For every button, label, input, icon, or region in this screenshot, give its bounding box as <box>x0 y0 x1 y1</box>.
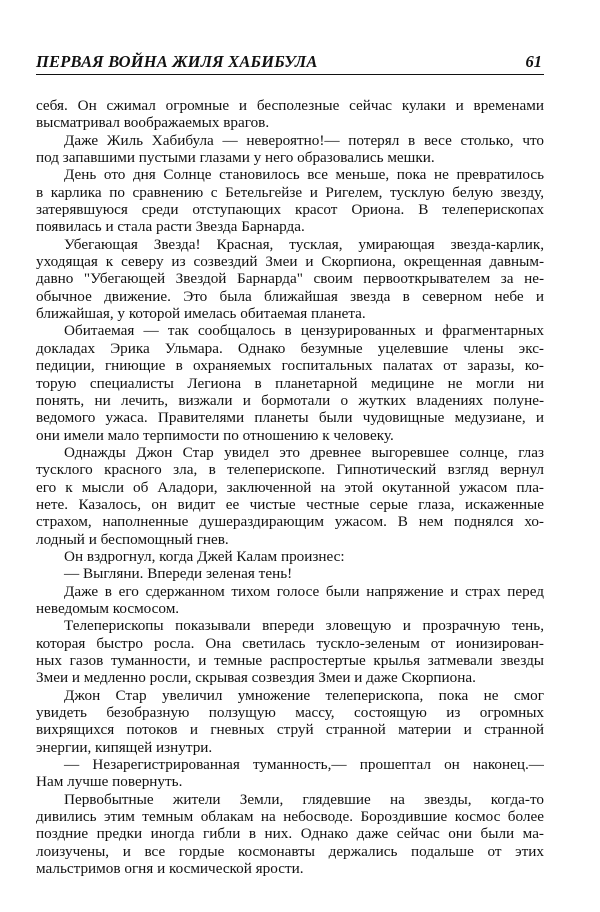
text-line: нете. Казалось, он видит ее чистые честные серые глаза, искаженные <box>36 495 544 513</box>
text-line: дивились этим темным облакам на небосводе. Бороздившие космос более <box>36 808 544 826</box>
text-line: педиции, гниющие в охраняемых госпитальных палатах от заразы, ко- <box>36 357 544 375</box>
text-line: Змеи и медленно росли, скрывая созвездия Змеи и даже Скорпиона. <box>36 669 476 687</box>
text-line: докладах Эрика Ульмара. Однако безумные уцелевшие члены экс- <box>36 339 544 357</box>
text-line: в карлика по сравнению с Бетельгейзе и Ригелем, тусклую белую звезду, <box>36 183 544 201</box>
text-line: они имели мало терпимости по отношению к человеку. <box>36 426 394 444</box>
text-line: ных газов туманности, и темные распростертые крылья затмевали звезды <box>36 652 544 669</box>
text-line: Даже в его сдержанном тихом голосе были напряжение и страх перед <box>64 582 544 600</box>
text-line: торую специалисты Легиона в планетарной медицине не могли ни <box>36 374 544 392</box>
text-line: понять, ни лечить, визжали и бормотали о жутких владениях полуне- <box>36 391 544 409</box>
text-line: затерявшуюся среди отступающих красот Ориона. В телеперископах <box>36 201 544 219</box>
text-line: ближайшая, у которой имелась обитаемая планета. <box>36 305 366 323</box>
text-line: тусклого красного зла, в телеперископе. Гипнотический взгляд вернул <box>36 461 544 479</box>
text-line: Убегающая Звезда! Красная, тусклая, умирающая звезда-карлик, <box>64 235 544 253</box>
text-line: увидеть безобразную ползущую массу, состоящую из огромных <box>36 704 544 722</box>
page-header <box>36 52 544 74</box>
text-line: мальстримов огня и космической ярости. <box>36 860 304 878</box>
text-line: появилась и стала расти Звезда Барнарда. <box>36 218 305 236</box>
text-line: — Незарегистрированная туманность,— прошептал он наконец.— <box>64 756 544 774</box>
text-line: поздние предки иногда гибли в них. Однако даже сейчас они были ма- <box>36 825 544 843</box>
text-line: ведомого ужаса. Правителями планеты были чудовищные медузиане, и <box>36 409 544 427</box>
text-line: высматривал воображаемых врагов. <box>36 114 270 132</box>
text-line: Обитаемая — так сообщалось в цензурированных и фрагментарных <box>64 322 544 340</box>
text-line: Джон Стар увеличил умножение телеперископа, пока не смог <box>64 686 544 704</box>
text-line: Однажды Джон Стар увидел это древнее выгоревшее солнце, глаз <box>64 443 544 461</box>
text-line: неведомым космосом. <box>36 599 180 617</box>
text-line: которая быстро росла. Она светилась тускло-зеленым от ионизирован- <box>36 634 544 652</box>
text-line: энергии, кипящей изнутри. <box>36 738 213 756</box>
text-line: Нам лучше повернуть. <box>36 773 183 791</box>
text-line: лоизучены, и все гордые космонавты держались подальше от этих <box>36 842 544 860</box>
page-number: 61 <box>525 52 542 71</box>
text-line: лодный и беспомощный гнев. <box>36 530 229 548</box>
text-line: страхом, наполненные душераздирающим ужасом. В нем поднялся хо- <box>36 513 544 531</box>
text-line: Первобытные жители Земли, глядевшие на звезды, когда-то <box>64 790 544 808</box>
running-title: ПЕРВАЯ ВОЙНА ЖИЛЯ ХАБИБУЛА <box>36 52 318 71</box>
body-text <box>36 97 544 877</box>
text-line: Телеперископы показывали впереди зловещую и прозрачную тень, <box>64 617 544 635</box>
header-rule <box>36 74 544 75</box>
text-line: давно "Убегающей Звездой Барнарда" своим первооткрывателем за не- <box>36 270 544 288</box>
text-line: уходящая к северу из созвездий Змеи и Скорпиона, окрещенная давным- <box>36 253 544 271</box>
text-line: его к мысли об Аладори, заключенной на этой окутанной ужасом пла- <box>36 478 544 496</box>
text-line: себя. Он сжимал огромные и бесполезные сейчас кулаки и временами <box>36 97 544 114</box>
text-line: День ото дня Солнце становилось все меньше, пока не превратилось <box>64 166 544 184</box>
text-line: Даже Жиль Хабибула — невероятно!— потерял в весе столько, что <box>64 131 544 149</box>
text-line: под запавшими пустыми глазами у него образовались мешки. <box>36 149 435 167</box>
text-line: — Выгляни. Впереди зеленая тень! <box>64 565 293 583</box>
text-line: Он вздрогнул, когда Джей Калам произнес: <box>64 547 345 565</box>
text-line: вихрящихся потоков и гневных струй странной материи и странной <box>36 721 544 739</box>
text-line: обычное движение. Это была ближайшая звезда в северном небе и <box>36 287 544 305</box>
